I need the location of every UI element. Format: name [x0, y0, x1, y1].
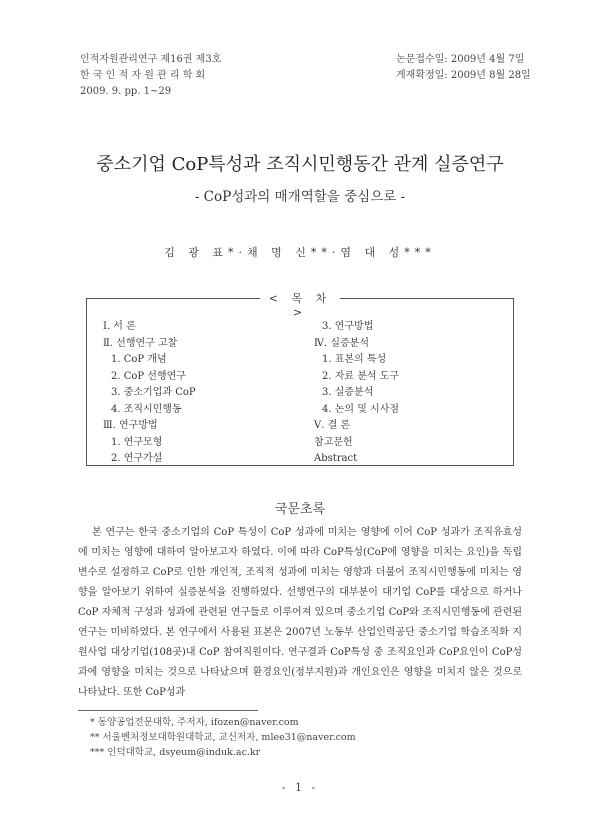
toc-item: 1. CoP 개념 [111, 354, 167, 365]
toc-item: Ⅲ. 연구방법 [103, 420, 158, 431]
toc-item: 1. 연구모형 [111, 436, 163, 448]
toc-item: 4. 조직시민행동 [111, 403, 182, 415]
abstract-paragraph: 본 연구는 한국 중소기업의 CoP 특성이 CoP 성과에 미치는 영향에 이어 CoP 성과가 조직유효성에 미치는 영향에 대하여 알아보고자 하였다. 이에 따라 CoP특성(CoP에 영향을 미치는 요인)을 독립변수로 설정하고 CoP로 인한 개인적, 조직적 성과에 미치는 영향과 더불어 조직시민행동에 미치는 영향을 알아보기 위하여 실증분석을 진행하였다. 선행연구의 대부분이 대기업 CoP를 대상으로 하거나 CoP 자체적 구성과 성과에 관련된 연구들로 이루어져 있으며 중소기업 CoP와 조직시민행동에 관련된 연구는 미비하였다. 본 연구에서 사용된 표본은 2007년 노동부 산업인력공단 중소기업 학습조직화 지원사업 대상기업(108곳)내 CoP 참여직원이다. 연구결과 CoP특성 중 조직요인과 CoP요인이 CoP성과에 영향을 미치는 것으로 나타났으며 환경요인(정부지원)과 개인요인은 영향을 미치지 않은 것으로 나타났다. 또한 CoP성과 [78, 527, 522, 698]
submission-dates [396, 52, 531, 84]
toc-left-column [103, 319, 196, 468]
paper-title: 중소기업 CoP특성과 조직시민행동간 관계 실증연구 [96, 154, 504, 175]
toc-item: 4. 논의 및 시사점 [322, 403, 400, 415]
society-name: 한 국 인 적 자 원 관 리 학 회 [80, 70, 206, 81]
abstract-heading: 국문초록 [274, 502, 326, 517]
footnotes [90, 715, 356, 760]
accepted-date: 게재확정일: 2009년 8월 28일 [396, 70, 531, 81]
paper-subtitle: - CoP성과의 매개역할을 중심으로 - [194, 189, 406, 205]
journal-name: 인적자원관리연구 제16권 제3호 [80, 54, 222, 65]
footnote-divider [78, 710, 258, 711]
toc-item: 2. 연구가설 [111, 453, 163, 464]
toc-item: 1. 표본의 특성 [322, 354, 387, 365]
toc-item: Abstract [314, 453, 358, 464]
toc-item: 3. 연구방법 [322, 321, 374, 332]
toc-item: Ⅰ. 서 론 [103, 321, 136, 332]
received-date: 논문접수일: 2009년 4월 7일 [396, 54, 525, 65]
toc-item: Ⅴ. 결 론 [314, 420, 351, 431]
footnote-third-author: *** 인덕대학교, dsyeum@induk.ac.kr [90, 747, 261, 758]
toc-item: 2. CoP 선행연구 [111, 370, 186, 382]
footnote-first-author: * 동양공업전문대학, 주저자, ifozen@naver.com [90, 717, 299, 728]
toc-item: 2. 자료 분석 도구 [322, 370, 400, 382]
page-number: - 1 - [281, 781, 319, 794]
journal-info [80, 52, 221, 100]
toc-item: 참고문헌 [314, 436, 353, 448]
toc-title: < 목 차 > [260, 290, 340, 319]
abstract-body [78, 523, 522, 703]
toc-item: Ⅱ. 선행연구 고찰 [103, 337, 178, 349]
issue-pages: 2009. 9. pp. 1~29 [80, 86, 172, 97]
toc-right-column [314, 319, 399, 468]
toc-item: 3. 중소기업과 CoP [111, 387, 196, 398]
toc-item: Ⅳ. 실증분석 [314, 337, 369, 349]
footnote-corresponding-author: ** 서울벤처정보대학원대학교, 교신저자, mlee31@naver.com [90, 732, 356, 743]
toc-item: 3. 실증분석 [322, 387, 374, 398]
author-list: 김 광 표*·채 명 신**·염 대 성*** [164, 246, 436, 259]
